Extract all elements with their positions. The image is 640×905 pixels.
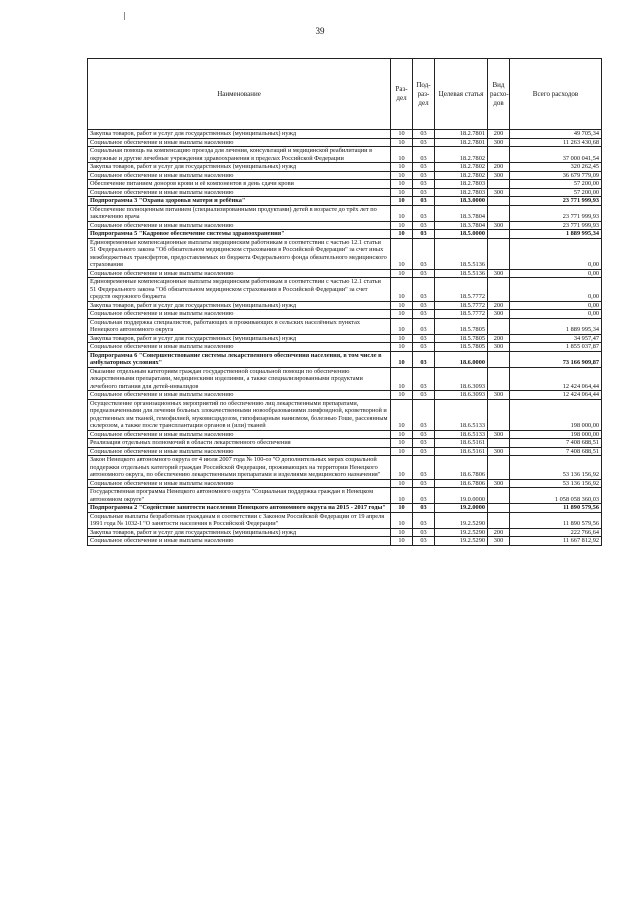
budget-expenditure-table [87, 58, 602, 546]
cell-section: 10 [391, 188, 413, 197]
cell-subsection: 03 [413, 391, 435, 400]
cell-name: Социальное обеспечение и иные выплаты населению [88, 391, 391, 400]
cell-target-article: 18.2.7801 [435, 138, 488, 147]
cell-name: Социальное обеспечение и иные выплаты населению [88, 430, 391, 439]
cell-total: 11 890 579,56 [510, 504, 602, 513]
cell-target-article: 18.6.3093 [435, 391, 488, 400]
cell-expenditure-type: 300 [488, 310, 510, 319]
cell-expenditure-type: 300 [488, 343, 510, 352]
cell-section: 10 [391, 163, 413, 172]
cell-target-article: 18.2.7802 [435, 171, 488, 180]
cell-target-article: 18.5.0000 [435, 230, 488, 239]
cell-name: Закупка товаров, работ и услуг для государственных (муниципальных) нужд [88, 334, 391, 343]
cell-section: 10 [391, 488, 413, 504]
cell-total: 23 771 999,93 [510, 205, 602, 221]
table-row [88, 343, 602, 352]
cell-section: 10 [391, 301, 413, 310]
cell-name: Подпрограмма 2 "Содействие занятости населения Ненецкого автономного округа на 2015 - 2017 годы" [88, 504, 391, 513]
cell-subsection: 03 [413, 238, 435, 269]
cell-subsection: 03 [413, 221, 435, 230]
cell-section: 10 [391, 447, 413, 456]
cell-target-article: 18.5.7772 [435, 310, 488, 319]
cell-name: Подпрограмма 3 "Охрана здоровья матери и ребёнка" [88, 197, 391, 206]
table-row [88, 351, 602, 367]
cell-target-article: 18.3.7804 [435, 205, 488, 221]
cell-target-article: 18.3.0000 [435, 197, 488, 206]
cell-total: 57 200,00 [510, 180, 602, 189]
cell-expenditure-type: 300 [488, 138, 510, 147]
cell-name: Подпрограмма 6 "Совершенствование системы лекарственного обеспечения населения, в том числе в амбулаторных условиях" [88, 351, 391, 367]
cell-expenditure-type [488, 147, 510, 163]
cell-subsection: 03 [413, 512, 435, 528]
header-target-article: Целевая статья [435, 59, 488, 130]
cell-target-article: 19.2.5290 [435, 528, 488, 537]
cell-section: 10 [391, 221, 413, 230]
table-row [88, 269, 602, 278]
cell-section: 10 [391, 343, 413, 352]
cell-subsection: 03 [413, 528, 435, 537]
cell-section: 10 [391, 399, 413, 430]
cell-total: 23 771 999,93 [510, 221, 602, 230]
table-row [88, 399, 602, 430]
cell-expenditure-type: 200 [488, 301, 510, 310]
cell-name: Единовременные компенсационные выплаты медицинским работникам в соответствии с частью 12.1 статьи 51 Федерального закона "Об обязательном медицинском страховании в Российской Федерации" за счет иных межбюджетных трансфертов, предоставляемых из бюджета Федерального фонда обязательного медицинского страхования [88, 238, 391, 269]
cell-expenditure-type [488, 230, 510, 239]
table-row [88, 334, 602, 343]
table-row [88, 278, 602, 302]
cell-target-article: 18.2.7803 [435, 180, 488, 189]
cell-section: 10 [391, 138, 413, 147]
cell-target-article: 18.3.7804 [435, 221, 488, 230]
cell-name: Социальная поддержка специалистов, работающих и проживающих в сельских населённых пунктах Ненецкого автономного округа [88, 318, 391, 334]
cell-target-article: 18.5.5136 [435, 269, 488, 278]
table-row [88, 310, 602, 319]
cell-target-article: 18.2.7802 [435, 147, 488, 163]
cell-total: 7 408 688,51 [510, 447, 602, 456]
cell-section: 10 [391, 197, 413, 206]
cell-total: 49 705,34 [510, 130, 602, 139]
cell-name: Закон Ненецкого автономного округа от 4 июля 2007 года № 100-оз "О дополнительных мерах социальной поддержки отдельных категорий граждан Российской Федерации, проживающих на территории Ненецкого автономного округа, по обеспечению лекарственными препаратами и изделиями медицинского назначения" [88, 456, 391, 480]
cell-subsection: 03 [413, 439, 435, 448]
cell-section: 10 [391, 269, 413, 278]
cell-total: 1 889 995,34 [510, 318, 602, 334]
cell-section: 10 [391, 351, 413, 367]
cell-total: 0,00 [510, 301, 602, 310]
table-row [88, 391, 602, 400]
cell-subsection: 03 [413, 180, 435, 189]
cell-name: Социальное обеспечение и иные выплаты населению [88, 269, 391, 278]
cell-name: Оказание отдельным категориям граждан государственной социальной помощи по обеспечению лекарственными препаратами, медицинскими изделиями, а также специализированными продуктами лечебного питания для детей-инвалидов [88, 367, 391, 391]
cell-target-article: 18.6.7806 [435, 456, 488, 480]
table-body [88, 130, 602, 546]
cell-subsection: 03 [413, 537, 435, 546]
cell-total: 320 262,45 [510, 163, 602, 172]
table-row [88, 180, 602, 189]
cell-target-article: 18.2.7803 [435, 188, 488, 197]
table-row [88, 230, 602, 239]
table-row [88, 447, 602, 456]
cell-section: 10 [391, 512, 413, 528]
cell-target-article: 18.5.7805 [435, 343, 488, 352]
cell-expenditure-type: 300 [488, 221, 510, 230]
cell-name: Единовременные компенсационные выплаты медицинским работникам в соответствии с частью 12.1 статьи 51 Федерального закона "Об обязательном медицинском страховании в Российской Федерации" за счет средств окружного бюджета [88, 278, 391, 302]
table-row [88, 367, 602, 391]
cell-target-article: 19.2.5290 [435, 537, 488, 546]
cell-total: 12 424 064,44 [510, 391, 602, 400]
cell-expenditure-type [488, 439, 510, 448]
table-row [88, 488, 602, 504]
cell-name: Подпрограмма 5 "Кадровое обеспечение системы здравоохранения" [88, 230, 391, 239]
cell-name: Закупка товаров, работ и услуг для государственных (муниципальных) нужд [88, 528, 391, 537]
cell-expenditure-type: 300 [488, 391, 510, 400]
cell-target-article: 18.5.5136 [435, 238, 488, 269]
cell-expenditure-type [488, 351, 510, 367]
cell-expenditure-type: 200 [488, 334, 510, 343]
cell-name: Социальное обеспечение и иные выплаты населению [88, 447, 391, 456]
cell-expenditure-type [488, 318, 510, 334]
cell-section: 10 [391, 278, 413, 302]
cell-section: 10 [391, 430, 413, 439]
cell-subsection: 03 [413, 171, 435, 180]
cell-total: 23 771 999,93 [510, 197, 602, 206]
cell-section: 10 [391, 537, 413, 546]
cell-total: 11 667 812,92 [510, 537, 602, 546]
cell-subsection: 03 [413, 269, 435, 278]
cell-section: 10 [391, 439, 413, 448]
cell-target-article: 18.6.5133 [435, 430, 488, 439]
cell-expenditure-type: 200 [488, 130, 510, 139]
table-row [88, 301, 602, 310]
cell-total: 53 136 156,92 [510, 456, 602, 480]
cell-expenditure-type: 300 [488, 430, 510, 439]
cell-section: 10 [391, 238, 413, 269]
cell-subsection: 03 [413, 447, 435, 456]
cell-total: 12 424 064,44 [510, 367, 602, 391]
cell-subsection: 03 [413, 488, 435, 504]
cell-total: 73 166 909,87 [510, 351, 602, 367]
cell-expenditure-type: 200 [488, 163, 510, 172]
cell-total: 0,00 [510, 310, 602, 319]
cell-subsection: 03 [413, 197, 435, 206]
table-row [88, 456, 602, 480]
cell-section: 10 [391, 504, 413, 513]
cell-name: Социальное обеспечение и иные выплаты населению [88, 310, 391, 319]
header-total: Всего расходов [510, 59, 602, 130]
cell-total: 198 000,00 [510, 399, 602, 430]
cell-subsection: 03 [413, 138, 435, 147]
cell-expenditure-type [488, 197, 510, 206]
cell-expenditure-type [488, 205, 510, 221]
cell-name: Государственная программа Ненецкого автономного округа "Социальная поддержка граждан в Ненецком автономном округе" [88, 488, 391, 504]
cell-total: 1 889 995,34 [510, 230, 602, 239]
cell-target-article: 18.5.7805 [435, 318, 488, 334]
cell-expenditure-type: 300 [488, 188, 510, 197]
cell-section: 10 [391, 528, 413, 537]
cell-name: Закупка товаров, работ и услуг для государственных (муниципальных) нужд [88, 163, 391, 172]
cell-expenditure-type [488, 504, 510, 513]
cell-subsection: 03 [413, 301, 435, 310]
table-row [88, 430, 602, 439]
table-row [88, 197, 602, 206]
cell-expenditure-type [488, 488, 510, 504]
scan-mark [124, 12, 125, 20]
cell-subsection: 03 [413, 147, 435, 163]
cell-subsection: 03 [413, 334, 435, 343]
cell-total: 34 957,47 [510, 334, 602, 343]
table-row [88, 163, 602, 172]
table-row [88, 171, 602, 180]
cell-target-article: 18.5.7805 [435, 334, 488, 343]
table-row [88, 439, 602, 448]
cell-target-article: 18.2.7801 [435, 130, 488, 139]
cell-total: 222 766,64 [510, 528, 602, 537]
header-section: Раз-дел [391, 59, 413, 130]
cell-section: 10 [391, 391, 413, 400]
cell-name: Обеспечение полноценным питанием (специализированными продуктами) детей в возрасте до трёх лет по заключению врача [88, 205, 391, 221]
cell-section: 10 [391, 147, 413, 163]
cell-subsection: 03 [413, 399, 435, 430]
cell-subsection: 03 [413, 367, 435, 391]
cell-subsection: 03 [413, 456, 435, 480]
cell-subsection: 03 [413, 479, 435, 488]
cell-expenditure-type: 300 [488, 171, 510, 180]
cell-expenditure-type [488, 180, 510, 189]
cell-subsection: 03 [413, 351, 435, 367]
cell-total: 0,00 [510, 269, 602, 278]
cell-name: Обеспечение питанием доноров крови и её компонентов в день сдачи крови [88, 180, 391, 189]
cell-expenditure-type [488, 278, 510, 302]
table-row [88, 221, 602, 230]
cell-name: Осуществление организационных мероприятий по обеспечению лиц лекарственными препаратами, предназначенными для лечения больных злокачественными новообразованиями лимфоидной, кроветворной и родственных им тканей, гемофилией, муковисцидозом, гипофизарным нанизмом, болезнью Гоше, рассеянным склерозом, а также после трансплантации органов и (или) тканей [88, 399, 391, 430]
cell-target-article: 19.2.5290 [435, 512, 488, 528]
cell-total: 11 263 430,68 [510, 138, 602, 147]
cell-section: 10 [391, 318, 413, 334]
cell-expenditure-type: 300 [488, 269, 510, 278]
cell-expenditure-type: 300 [488, 447, 510, 456]
table-row [88, 130, 602, 139]
table-row [88, 479, 602, 488]
cell-section: 10 [391, 367, 413, 391]
cell-total: 0,00 [510, 238, 602, 269]
cell-target-article: 19.0.0000 [435, 488, 488, 504]
cell-expenditure-type: 200 [488, 528, 510, 537]
cell-total: 53 136 156,92 [510, 479, 602, 488]
cell-name: Социальное обеспечение и иные выплаты населению [88, 221, 391, 230]
cell-target-article: 18.6.5161 [435, 447, 488, 456]
cell-expenditure-type [488, 512, 510, 528]
cell-name: Закупка товаров, работ и услуг для государственных (муниципальных) нужд [88, 301, 391, 310]
cell-expenditure-type [488, 367, 510, 391]
table-row [88, 512, 602, 528]
cell-target-article: 18.5.7772 [435, 278, 488, 302]
cell-name: Социальные выплаты безработным гражданам в соответствии с Законом Российской Федерации от 19 апреля 1991 года № 1032-I "О занятости населения в Российской Федерации" [88, 512, 391, 528]
header-expenditure-type: Вид расхо-дов [488, 59, 510, 130]
table-row [88, 318, 602, 334]
cell-name: Реализация отдельных полномочий в области лекарственного обеспечения [88, 439, 391, 448]
cell-subsection: 03 [413, 278, 435, 302]
cell-subsection: 03 [413, 205, 435, 221]
cell-subsection: 03 [413, 310, 435, 319]
cell-total: 36 679 779,09 [510, 171, 602, 180]
cell-expenditure-type [488, 238, 510, 269]
cell-target-article: 18.6.5133 [435, 399, 488, 430]
cell-section: 10 [391, 180, 413, 189]
cell-target-article: 18.6.7806 [435, 479, 488, 488]
cell-section: 10 [391, 130, 413, 139]
table-row [88, 188, 602, 197]
cell-target-article: 18.5.7772 [435, 301, 488, 310]
header-subsection: Под-раз-дел [413, 59, 435, 130]
table-row [88, 528, 602, 537]
cell-name: Закупка товаров, работ и услуг для государственных (муниципальных) нужд [88, 130, 391, 139]
cell-expenditure-type: 300 [488, 537, 510, 546]
cell-section: 10 [391, 310, 413, 319]
cell-total: 57 200,00 [510, 188, 602, 197]
cell-section: 10 [391, 171, 413, 180]
cell-target-article: 18.6.5161 [435, 439, 488, 448]
cell-name: Социальное обеспечение и иные выплаты населению [88, 343, 391, 352]
table-row [88, 504, 602, 513]
cell-total: 0,00 [510, 278, 602, 302]
table-row [88, 138, 602, 147]
page-number: 39 [315, 26, 325, 36]
cell-subsection: 03 [413, 130, 435, 139]
table-row [88, 147, 602, 163]
cell-section: 10 [391, 205, 413, 221]
cell-subsection: 03 [413, 163, 435, 172]
cell-name: Социальное обеспечение и иные выплаты населению [88, 138, 391, 147]
cell-subsection: 03 [413, 343, 435, 352]
cell-target-article: 18.6.0000 [435, 351, 488, 367]
cell-target-article: 18.2.7802 [435, 163, 488, 172]
cell-expenditure-type [488, 399, 510, 430]
cell-target-article: 18.6.3093 [435, 367, 488, 391]
cell-section: 10 [391, 479, 413, 488]
cell-total: 7 408 688,51 [510, 439, 602, 448]
cell-name: Социальное обеспечение и иные выплаты населению [88, 537, 391, 546]
table-row [88, 205, 602, 221]
cell-total: 1 058 058 360,03 [510, 488, 602, 504]
cell-section: 10 [391, 230, 413, 239]
cell-total: 198 000,00 [510, 430, 602, 439]
cell-section: 10 [391, 456, 413, 480]
cell-subsection: 03 [413, 430, 435, 439]
table-row [88, 238, 602, 269]
cell-total: 11 890 579,56 [510, 512, 602, 528]
cell-expenditure-type: 300 [488, 479, 510, 488]
cell-subsection: 03 [413, 318, 435, 334]
cell-name: Социальная помощь на компенсацию проезда для лечения, консультаций и медицинской реабилитации в окружные и другие лечебные учреждения здравоохранения в пределах Российской Федерации [88, 147, 391, 163]
cell-expenditure-type [488, 456, 510, 480]
cell-total: 37 000 041,54 [510, 147, 602, 163]
cell-name: Социальное обеспечение и иные выплаты населению [88, 479, 391, 488]
cell-total: 1 855 037,87 [510, 343, 602, 352]
cell-name: Социальное обеспечение и иные выплаты населению [88, 171, 391, 180]
table-row [88, 537, 602, 546]
cell-subsection: 03 [413, 504, 435, 513]
cell-section: 10 [391, 334, 413, 343]
cell-target-article: 19.2.0000 [435, 504, 488, 513]
table-header-row [88, 59, 602, 130]
cell-name: Социальное обеспечение и иные выплаты населению [88, 188, 391, 197]
cell-subsection: 03 [413, 188, 435, 197]
cell-subsection: 03 [413, 230, 435, 239]
header-name: Наименование [88, 59, 391, 130]
